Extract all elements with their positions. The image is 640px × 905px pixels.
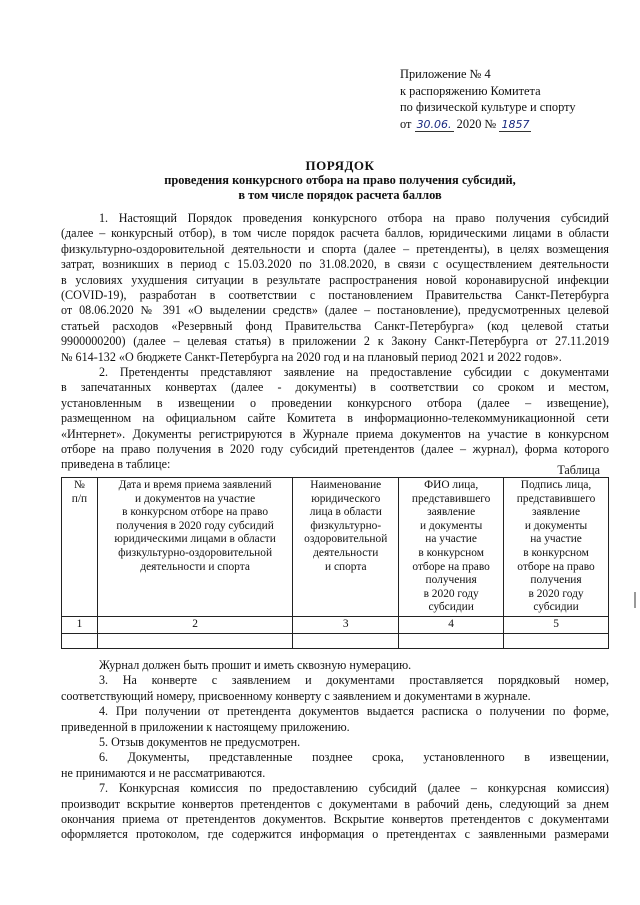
text-line: оформляется протоколом, где содержится информация о претендентах с заявленными размерами (61, 827, 609, 842)
header-text: № п/п (71, 479, 88, 505)
text-line: 7. Конкурсная комиссия по предоставлению субсидий (далее – конкурсная комиссия) (99, 781, 609, 796)
text-line: 5. Отзыв документов не предусмотрен. (99, 735, 301, 750)
text-line: производит вскрытие конвертов претендентов с документами в рабочий день, следующий за днем (61, 796, 609, 811)
header-cell (399, 478, 504, 617)
handwritten-date: 30.06. (416, 117, 452, 131)
text-line: затрат, возникших в период с 15.03.2020 по 31.08.2020, в связи с осуществлением деятельности (61, 257, 609, 272)
table-cell (62, 633, 98, 648)
text-line: окончания приема от претендентов документов. Вскрытие конвертов претендентов с документами (61, 812, 609, 827)
table-cell (293, 633, 399, 648)
table-empty-row (62, 633, 609, 648)
paragraph-after-table (61, 658, 609, 843)
text-line: отборе на право получения в 2020 году субсидий претендентов (далее – журнал), форма которого (61, 442, 609, 457)
column-number: 2 (97, 616, 292, 633)
annex-line-1: Приложение № 4 (400, 67, 491, 81)
text-line: приведена в таблице: (61, 457, 171, 472)
text-line: соответствующий номеру, присвоенному конверту с заявлением и документами в журнале. (61, 688, 531, 703)
annex-date-line (400, 116, 576, 133)
text-line: (COVID-19), разработан в соответствии с постановлением Правительства Санкт-Петербурга (61, 288, 609, 303)
table-header-row (62, 478, 609, 617)
handwritten-number: 1857 (501, 117, 530, 131)
text-line: от 08.06.2020 № 391 «О выделении средств» (далее – постановление), предусмотренных целевой (61, 303, 609, 318)
text-line: 6. Документы, представленные позднее срока, установленного в извещении, (99, 750, 609, 765)
text-line: статьей расходов «Резервный фонд Правительства Санкт-Петербурга» (код целевой статьи (61, 318, 609, 333)
column-number: 5 (504, 616, 609, 633)
column-number: 1 (62, 616, 98, 633)
table-cell (97, 633, 292, 648)
annex-header (400, 66, 576, 132)
header-cell (62, 478, 98, 617)
header-cell (293, 478, 399, 617)
text-line: установленным в извещении о проведении конкурсного отбора (далее – извещение), (61, 395, 609, 410)
text-line: 3. На конверте с заявлением и документами проставляется порядковый номер, (99, 673, 609, 688)
text-line: в запечатанных конвертах (далее - документы) в соответствии со сроком и местом, (61, 380, 609, 395)
header-text: Дата и время приема заявлений и документов на участие в конкурсном отборе на право получения в 2020 году субсидий юридическими лицами в области физкультурно-оздоровительной деятельности и спорта (114, 479, 276, 573)
text-line: (далее – конкурсный отбор), в том числе порядок расчета баллов, юридическими лицами в области (61, 226, 609, 241)
column-number: 4 (399, 616, 504, 633)
header-text: Подпись лица, представившего заявление и документы на участие в конкурсном отборе на право получения в 2020 году субсидии (516, 479, 596, 614)
text-line: 4. При получении от претендента документов выдается расписка о получении по форме, (99, 704, 609, 719)
scan-margin-mark (634, 592, 636, 608)
header-cell (504, 478, 609, 617)
document-heading: ПОРЯДОК (305, 158, 375, 173)
table-cell (399, 633, 504, 648)
text-line: 9900000200) (далее – целевая статья) в приложении 2 к Закону Санкт-Петербурга от 27.11.2019 (61, 334, 609, 349)
date-year: 2020 № (456, 116, 497, 131)
table-number-row (62, 616, 609, 633)
column-number: 3 (293, 616, 399, 633)
text-line: размещенном на официальном сайте Комитета в информационно-телекоммуникационной сети (61, 411, 609, 426)
journal-table (61, 477, 609, 649)
text-line: приведенной в приложении к настоящему приложению. (61, 719, 350, 734)
text-line: физкультурно-оздоровительной деятельности и спорта (далее – претенденты), в целях возмещения (61, 241, 609, 256)
annex-line-3: по физической культуре и спорту (400, 100, 576, 114)
table-cell (504, 633, 609, 648)
text-line: 2. Претенденты представляют заявление на предоставление субсидии с документами (99, 365, 609, 379)
header-text: ФИО лица, представившего заявление и документы на участие в конкурсном отборе на право получения в 2020 году субсидии (411, 479, 491, 614)
text-line: 1. Настоящий Порядок проведения конкурсного отбора на право получения субсидий (99, 211, 609, 225)
annex-line-2: к распоряжению Комитета (400, 83, 541, 98)
header-cell (97, 478, 292, 617)
text-line: Журнал должен быть прошит и иметь сквозную нумерацию. (99, 658, 412, 672)
paragraph-1 (61, 211, 609, 365)
text-line: не принимаются и не рассматриваются. (61, 765, 266, 780)
text-line: «Интернет». Документы регистрируются в Журнале приема документов на участие в конкурсном (61, 426, 609, 441)
header-text: Наименование юридического лица в области физкультурно- оздоровительной деятельности и спорта (304, 479, 388, 573)
paragraph-2 (61, 365, 609, 473)
document-subtitle-1: проведения конкурсного отбора на право получения субсидий, (164, 173, 516, 187)
text-line: в условиях ухудшения ситуации в результате распространения новой коронавирусной инфекции (61, 272, 609, 287)
text-line: № 614-132 «О бюджете Санкт-Петербурга на 2020 год и на плановый период 2021 и 2022 годов». (61, 349, 562, 364)
table-caption: Таблица (557, 463, 600, 477)
date-prefix: от (400, 116, 412, 131)
document-subtitle-2: в том числе порядок расчета баллов (238, 188, 442, 202)
